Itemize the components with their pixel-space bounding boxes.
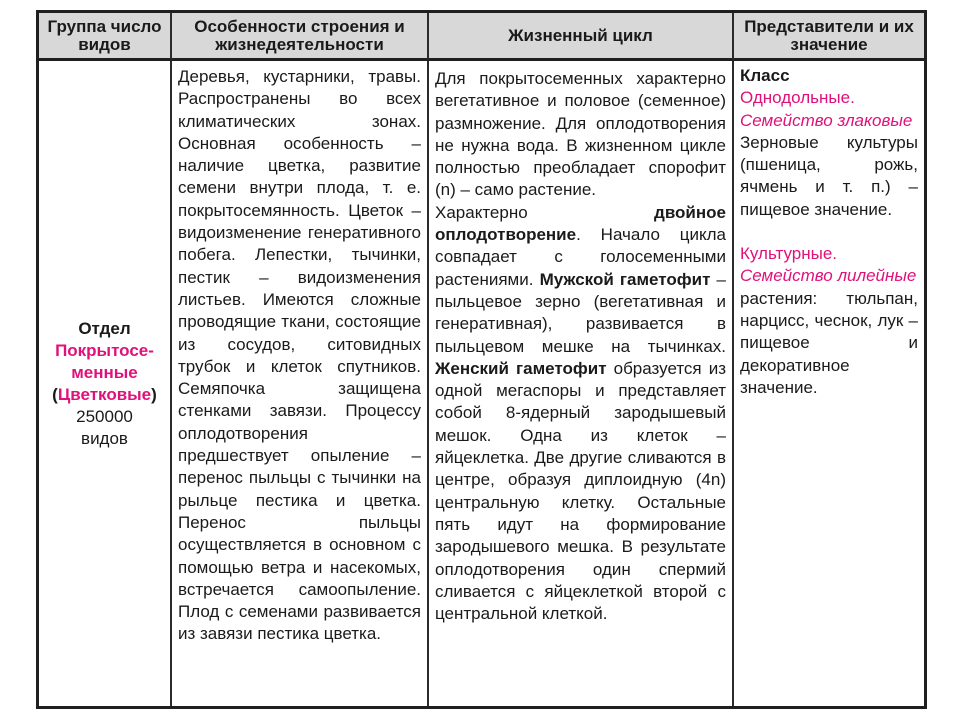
lc-female-gametophyte: Женский гаметофит [435,358,607,378]
division-name-part1: Покрытосе- [55,340,154,360]
division-title: Отдел [78,318,131,338]
table-frame [36,10,927,709]
header-representatives-label: Представители и их значение [744,16,914,54]
header-life-cycle-label: Жизненный цикл [508,25,653,45]
header-representatives [734,13,924,61]
class-label: Класс [740,66,790,85]
structure-text: Деревья, кустарники, травы. Распространены во всех климатических зонах. Основная особенность – наличие цветка, развитие семени внутри плода, т. е. покрытосемянность. Цветок – видоизменение генеративного побега. Лепестки, тычинки, пестик – видоизменения листьев. Имеются сложные проводящие ткани, состоящие из сосудов, ситовидных трубок и клеток спутников. Семяпочка защищена стенками завязи. Процессу оплодотворения предшествует опыление – перенос пыльцы с тычинки на рыльце пестика и цветка. Перенос пыльцы осуществляется в основном с помощью ветра и насекомых, встречается самоопыление. Плод с семенами развивается из завязи пестика цветка. [178,67,421,644]
header-group [39,13,172,61]
class2-text: растения: тюльпан, нарцисс, чеснок, лук – пищевое и декоративное значение. [740,288,918,397]
header-life-cycle [429,13,734,61]
structure-cell [172,61,429,706]
representatives-cell [734,61,924,706]
class2-family: Семейство лилейные [740,266,917,286]
class1-text: Зерновые культуры (пшеница, рожь, ячмень и т. п.) – пищевое значение. [740,132,918,219]
header-group-label: Группа число видов [47,16,162,54]
life-cycle-cell [429,61,734,706]
life-cycle-p2 [435,202,726,626]
lc-text-e: – пыльцевое зерно (вегетативная и генеративная), развивается в пыльцевом мешке на тычинках. [435,269,726,356]
lc-text-a: Характерно [435,202,655,222]
lc-text-c: . Начало цикла совпадает с голосеменными растениями. [435,225,726,289]
class1-family: Семейство злаковые [740,110,913,130]
lc-text-g: образуется из одной мегаспоры и представляет собой 8-ядерный зародышевый мешок. Одна из клеток – яйцеклетка. Две другие сливаются в центре, образуя диплоидную (4n) центральную клетку. Остальные пять идут на формирование зародышевого мешка. В результате оплодотворения один спермий сливается с яйцеклеткой второй с центральной клеткой. [435,358,727,624]
header-structure [172,13,429,61]
spacer [740,221,918,243]
life-cycle-p1: Для покрытосеменных характерно вегетативное и половое (семенное) размножение. Для оплодотворения не нужна вода. В жизненном цикле полностью преобладает спорофит (n) – само растение. [435,69,726,200]
lc-double-fertilization: двойное оплодотворение [435,202,726,245]
lc-male-gametophyte: Мужской гаметофит [539,269,711,289]
header-structure-label: Особенности строения и жизнедеятельности [194,16,405,54]
species-unit: видов [81,428,128,448]
angiosperm-table [39,13,924,706]
division-name-part2: менные [71,362,138,382]
group-cell [39,61,172,706]
class1-name: Однодольные. [740,88,855,108]
alt-name: Цветковые [57,384,152,404]
open-paren: ( [52,384,58,404]
class2-name: Культурные. [740,244,838,264]
division-alt-name [52,384,157,406]
close-paren: ) [151,384,157,404]
species-count: 250000 [76,406,133,426]
